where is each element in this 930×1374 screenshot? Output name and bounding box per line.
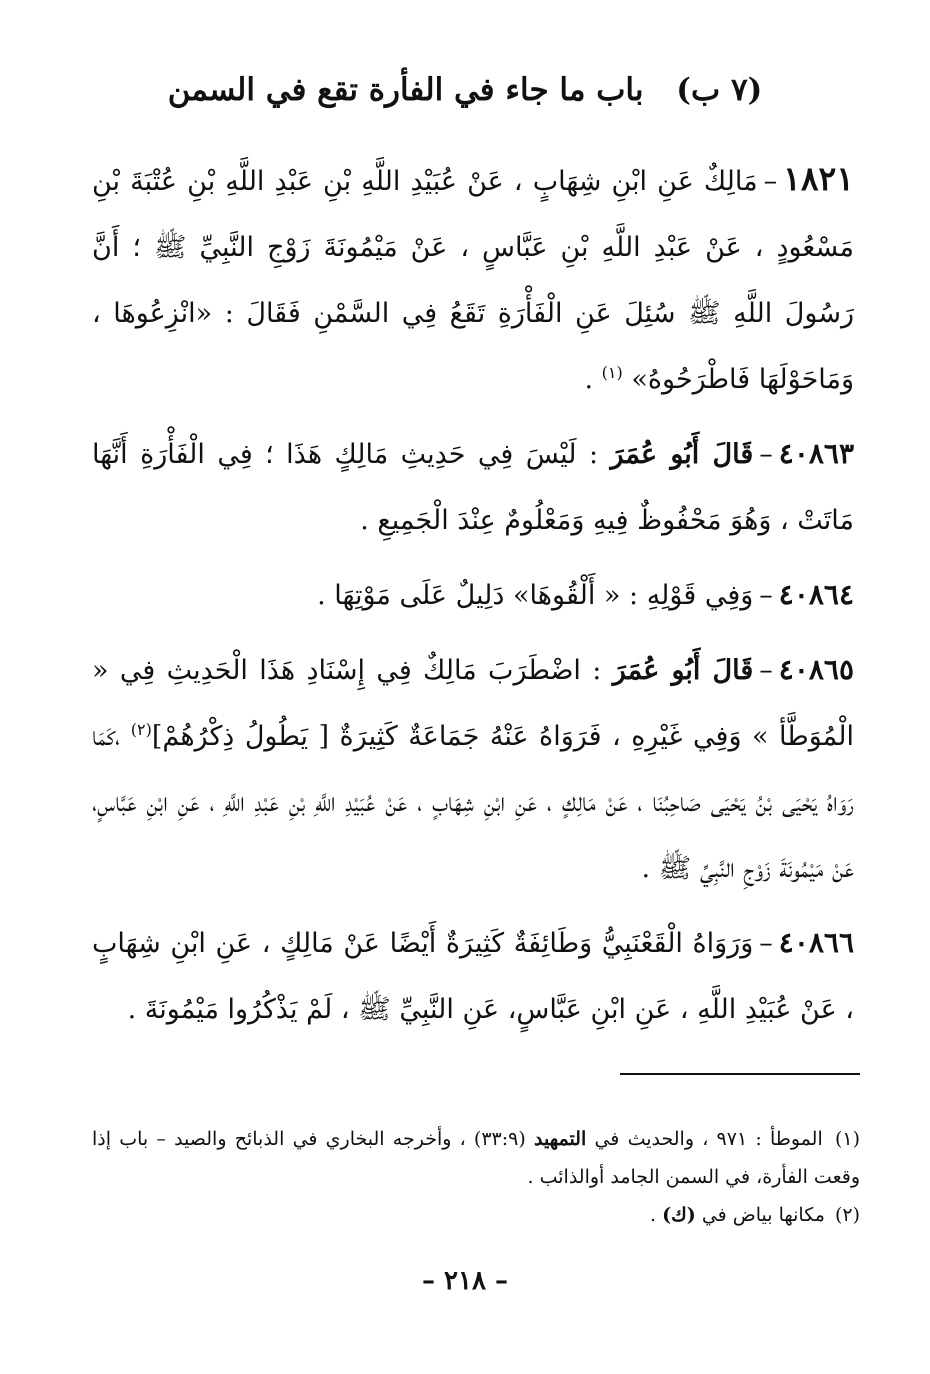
paragraph-1821 (92, 146, 854, 413)
footnotes (92, 1120, 860, 1234)
chapter-heading: باب ما جاء في الفأرة تقع في السمن (167, 72, 644, 108)
footnote-text: الموطأ : ٩٧١ ، والحديث في (594, 1128, 823, 1150)
paragraph-40863 (92, 421, 854, 554)
paragraph-text: : لَيْسَ فِي حَدِيثِ مَالِكٍ هَذَا ؛ فِي الْفَأْرَةِ أَنَّهَا مَاتَتْ ، وَهُوَ مَحْفُوظٌ فِيهِ وَمَعْلُومٌ عِنْدَ الْجَمِيعِ . (92, 439, 854, 536)
paragraph-tail: ،كَمَا رَوَاهُ يَحْيَى بْنُ يَحْيَى صَاحِبُنَا ، عَنْ مَالِكٍ ، عَنِ ابْنِ شِهَابٍ ، عَنْ عُبَيْدِ اللَّهِ بْنِ عَبْدِ اللَّهِ ، عَنِ ابْنِ عَبَّاسٍ، عَنْ مَيْمُونَةَ زَوْجِ النَّبِيِّ ﷺ . (92, 721, 854, 884)
chapter-number: (٧ ب) (676, 72, 763, 108)
footnote-divider (620, 1073, 860, 1075)
paragraph-40865 (92, 637, 854, 902)
dash: – (759, 928, 773, 959)
footnote-ref-1: (١) (601, 363, 623, 382)
footnote-text: (٣٣:٩) ، وأخرجه البخاري في الذبائح والصيد – باب إذا وقعت الفأرة، في السمن الجامد أوالذائب . (92, 1128, 860, 1188)
paragraph-40864 (92, 562, 854, 629)
footnote-bold: (ك) (662, 1204, 696, 1226)
footnote-number: (١) (834, 1128, 860, 1150)
dash: – (763, 166, 778, 197)
footnote-text: . (650, 1204, 657, 1226)
speaker: قَالَ أَبُو عُمَرَ (612, 655, 754, 686)
footnote-number: (٢) (834, 1204, 860, 1226)
dash: – (759, 655, 773, 686)
page-number: – ٢١٨ – (421, 1266, 509, 1296)
footnote-ref-2: (٢) (130, 720, 152, 739)
footnote-bold: التمهيد (534, 1128, 587, 1150)
paragraph-tail: . (584, 364, 602, 395)
paragraph-text: وَرَوَاهُ الْقَعْنَبِيُّ وَطَائِفَةٌ كَثِيرَةٌ أَيْضًا عَنْ مَالِكٍ ، عَنِ ابْنِ شِهَابٍ ، عَنْ عُبَيْدِ اللَّهِ ، عَنِ ابْنِ عَبَّاسٍ، عَنِ النَّبِيِّ ﷺ ، لَمْ يَذْكُرُوا مَيْمُونَةَ . (92, 928, 854, 1025)
paragraph-text: : اضْطَرَبَ مَالِكٌ فِي إِسْنَادِ هَذَا الْحَدِيثِ فِي « الْمُوَطَّأ » وَفِي غَيْرِهِ ، فَرَوَاهُ عَنْهُ جَمَاعَةٌ كَثِيرَةٌ [ يَطُولُ ذِكْرُهُمْ] (92, 655, 854, 752)
paragraph-number: ٤٠٨٦٣ (778, 437, 854, 470)
footnote-2 (92, 1196, 860, 1234)
footnote-1 (92, 1120, 860, 1196)
chapter-title (90, 68, 840, 112)
dash: – (759, 439, 773, 470)
speaker: قَالَ أَبُو عُمَرَ (610, 439, 754, 470)
dash: – (759, 580, 773, 611)
paragraph-number: ٤٠٨٦٦ (778, 926, 854, 959)
paragraph-number: ٤٠٨٦٥ (778, 653, 854, 686)
footnote-text: مكانها بياض في (701, 1204, 825, 1226)
paragraph-number: ٤٠٨٦٤ (778, 578, 854, 611)
paragraph-text: مَالِكٌ عَنِ ابْنِ شِهَابٍ ، عَنْ عُبَيْدِ اللَّهِ بْنِ عَبْدِ اللَّهِ بْنِ عُتْبَةَ بْنِ مَسْعُودٍ ، عَنْ عَبْدِ اللَّهِ بْنِ عَبَّاسٍ ، عَنْ مَيْمُونَةَ زَوْجِ النَّبِيِّ ﷺ ؛ أَنَّ رَسُولَ اللَّهِ ﷺ سُئِلَ عَنِ الْفَأْرَةِ تَقَعُ فِي السَّمْنِ فَقَالَ : «انْزِعُوهَا ، وَمَاحَوْلَهَا فَاطْرَحُوهُ» (92, 166, 854, 395)
paragraph-text: وَفِي قَوْلِهِ : « أَلْقُوهَا» دَلِيلٌ عَلَى مَوْتِهَا . (317, 580, 754, 611)
paragraph-40866 (92, 910, 854, 1043)
main-text (92, 146, 854, 1051)
hadith-number: ١٨٢١ (783, 159, 854, 198)
